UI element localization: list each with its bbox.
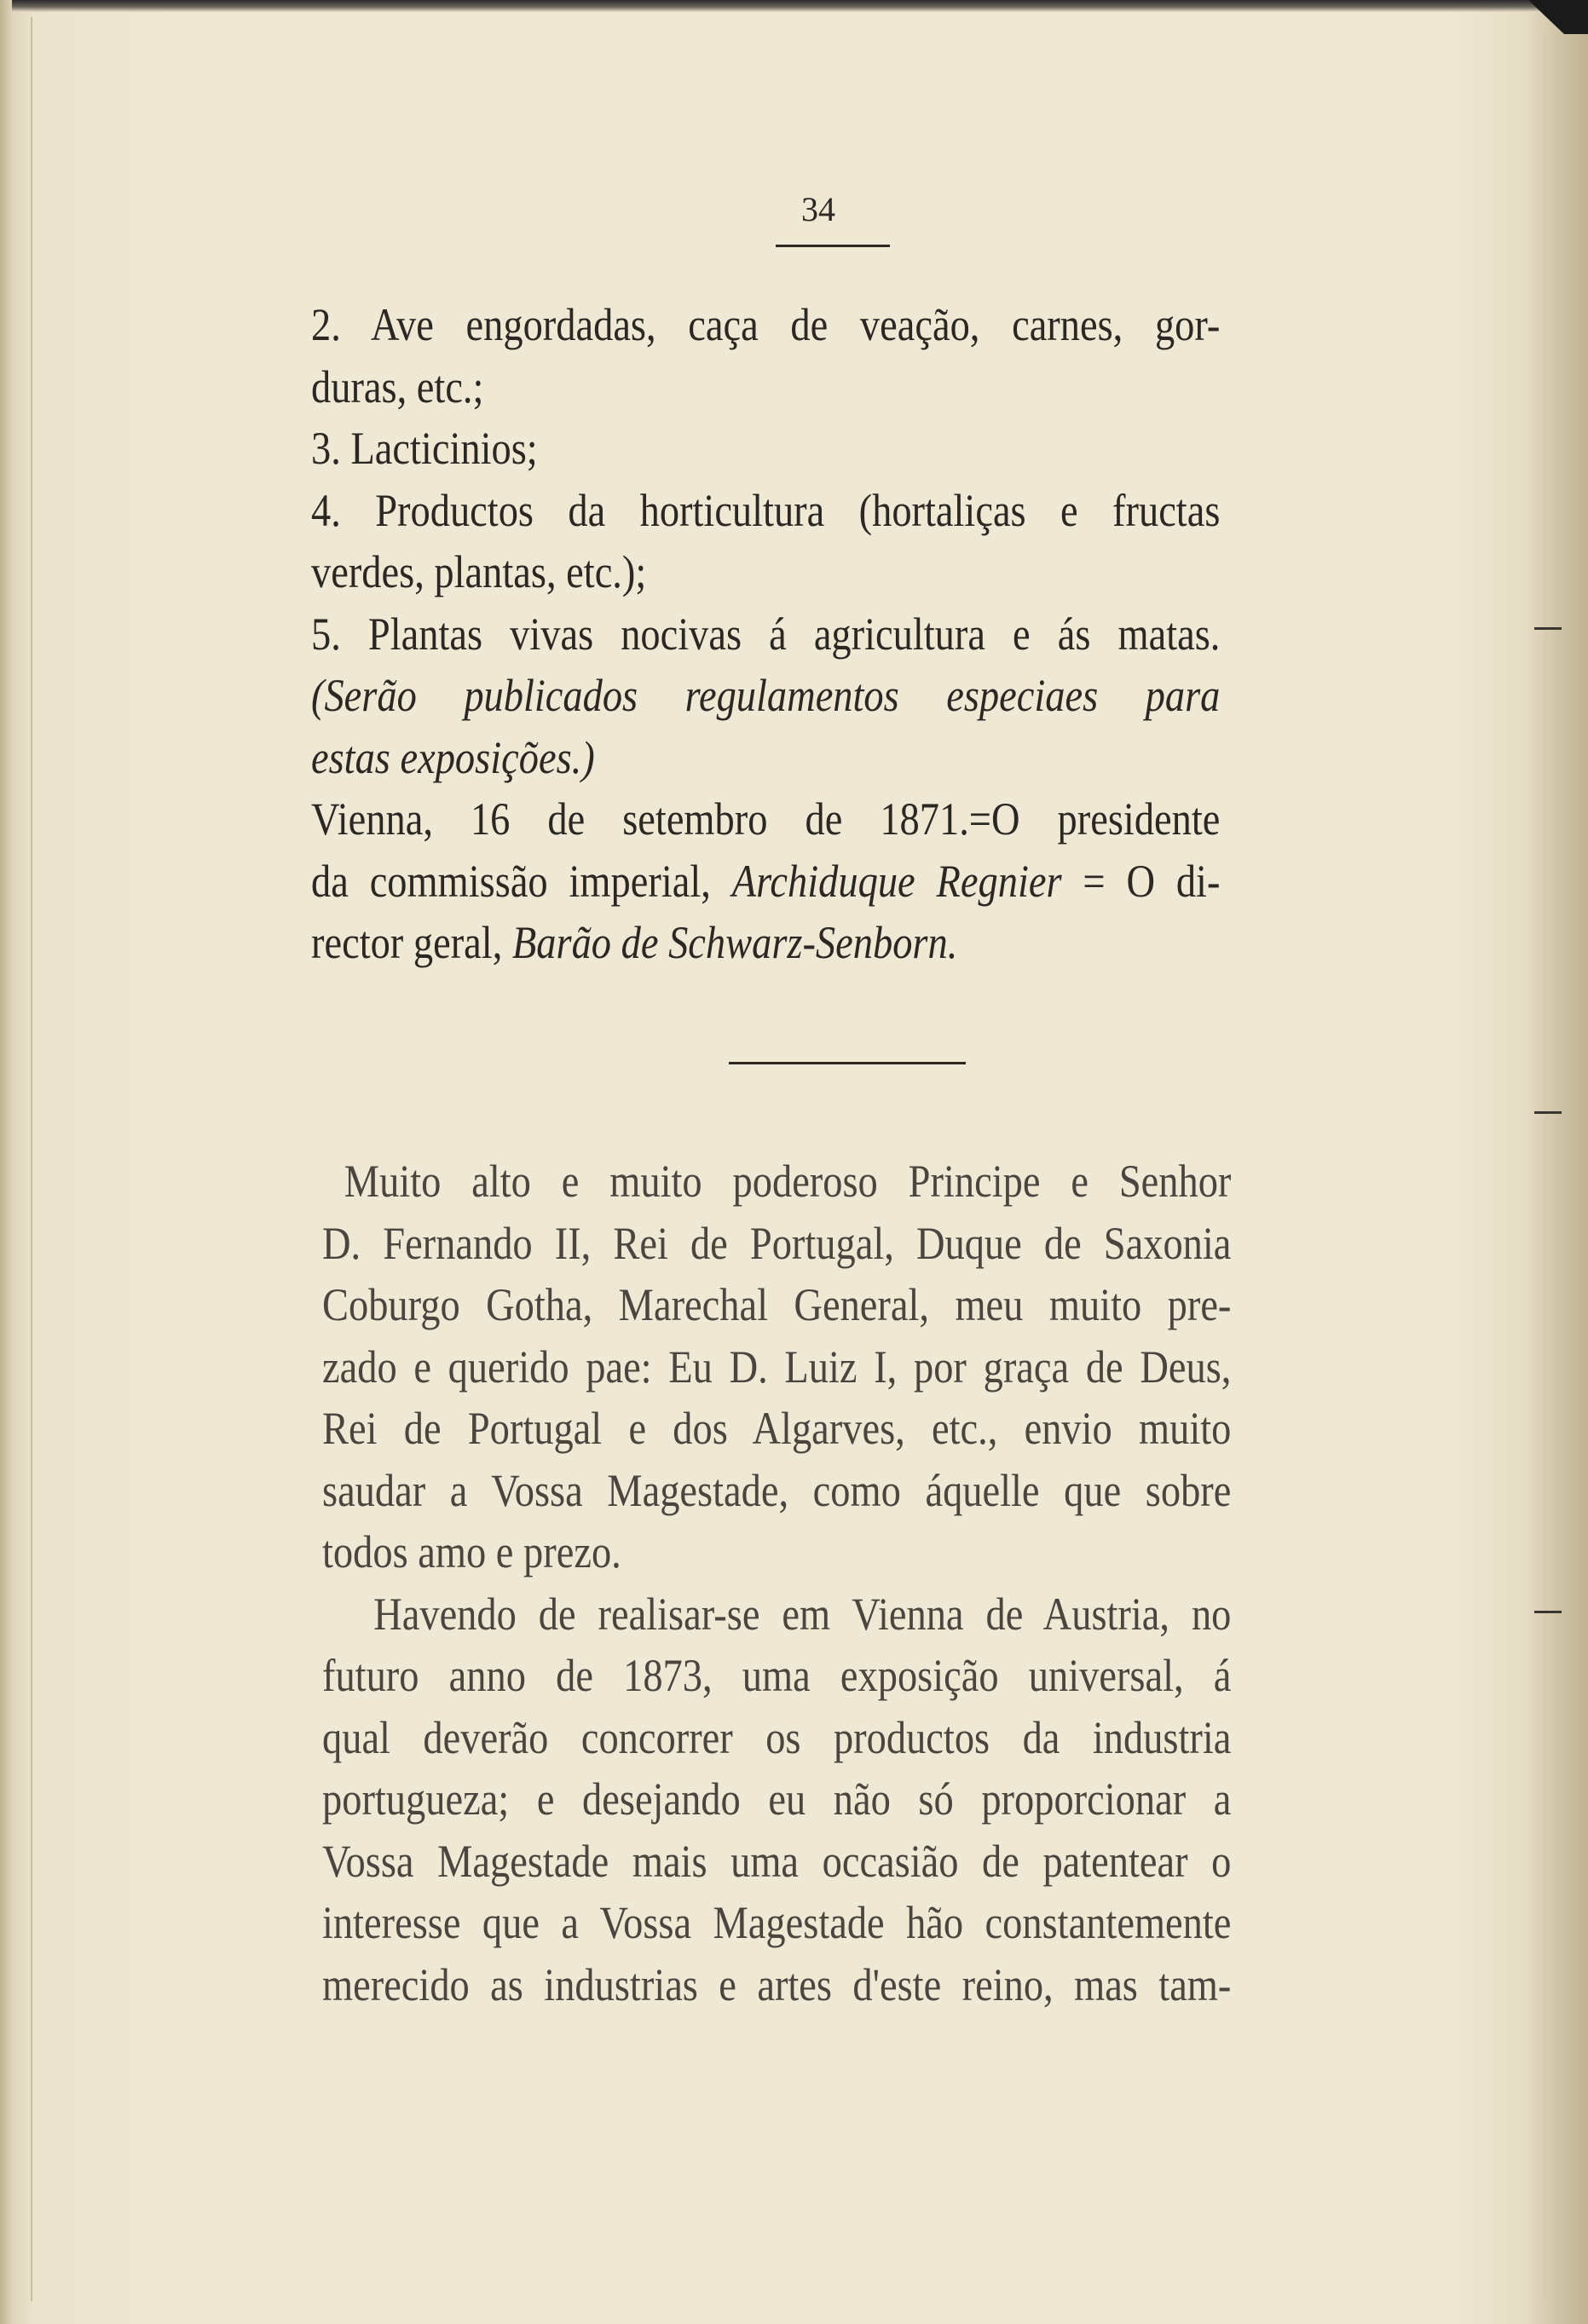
text-segment: rector geral, [311, 917, 503, 968]
name-baron: Barão de Schwarz-Senborn. [511, 917, 958, 968]
page-number: 34 [801, 190, 835, 228]
page-binding-line [31, 17, 32, 2301]
text-line: Vossa Magestade mais uma occasião de patentear o [322, 1835, 1232, 1887]
margin-tick [1534, 1111, 1562, 1114]
page-top-edge [0, 0, 1588, 12]
page-left-edge [0, 0, 12, 2324]
text-line: 4. Productos da horticultura (hortaliças e fructas [311, 484, 1221, 536]
text-line: interesse que a Vossa Magestade hão constantemente [322, 1897, 1232, 1948]
text-line: merecido as industrias e artes d'este reino, mas tam- [322, 1958, 1232, 2010]
text-line: Vienna, 16 de setembro de 1871.=O presidente [311, 793, 1221, 845]
text-line: 2. Ave engordadas, caça de veação, carnes, gor- [311, 299, 1221, 350]
text-line: zado e querido pae: Eu D. Luiz I, por graça de Deus, [322, 1341, 1232, 1393]
text-segment: da commissão imperial, [311, 855, 711, 907]
section-divider [729, 1062, 966, 1064]
text-line: portugueza; e desejando eu não só proporcionar a [322, 1773, 1232, 1825]
text-line: Havendo de realisar-se em Vienna de Austria, no [373, 1588, 1232, 1640]
text-line: qual deverão concorrer os productos da industria [322, 1711, 1232, 1763]
text-line: duras, etc.; [311, 360, 484, 412]
list-block [311, 294, 1220, 974]
text-line: Muito alto e muito poderoso Principe e Senhor [344, 1156, 1232, 1207]
signature-line [311, 912, 1220, 974]
text-line: futuro anno de 1873, uma exposição universal, á [322, 1650, 1232, 1701]
margin-tick [1534, 1611, 1562, 1613]
text-line: saudar a Vossa Magestade, como áquelle que sobre [322, 1464, 1232, 1516]
margin-tick [1534, 627, 1562, 630]
text-line: Rei de Portugal e dos Algarves, etc., envio muito [322, 1403, 1232, 1454]
text-line: 3. Lacticinios; [311, 423, 538, 474]
text-line-italic: (Serão publicados regulamentos especiaes para [311, 670, 1221, 721]
page-number-rule [776, 245, 890, 247]
text-line: D. Fernando II, Rei de Portugal, Duque de Saxonia [322, 1217, 1232, 1269]
text-line: 5. Plantas vivas nocivas á agricultura e ás matas. [311, 608, 1221, 660]
signature-line [311, 851, 1220, 913]
page-right-margin-line [1545, 34, 1547, 2301]
letter-block [322, 1150, 1231, 2015]
text-line: todos amo e prezo. [322, 1526, 621, 1577]
text-line: Coburgo Gotha, Marechal General, meu muito pre- [322, 1279, 1232, 1330]
text-line-italic: estas exposições.) [311, 731, 595, 783]
page-corner [1528, 0, 1588, 34]
name-archduke: Archiduque Regnier [731, 855, 1062, 907]
text-line: verdes, plantas, etc.); [311, 546, 647, 597]
text-segment: = O di- [1083, 855, 1221, 907]
